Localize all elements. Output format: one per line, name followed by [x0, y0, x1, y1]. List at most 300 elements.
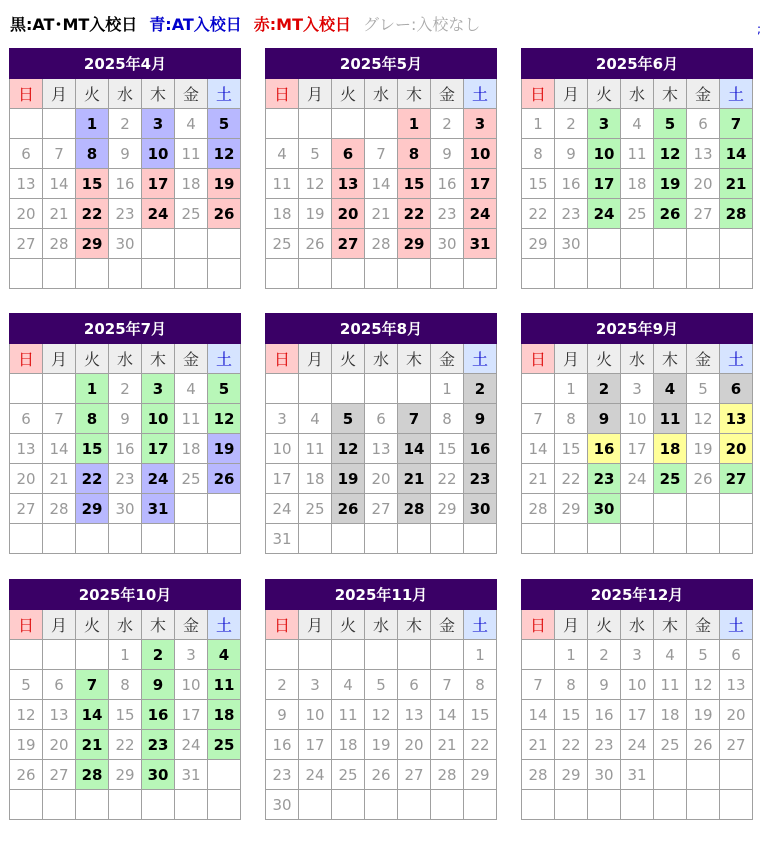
day-cell: 24	[621, 730, 654, 760]
day-cell: 3	[142, 374, 175, 404]
day-cell: 29	[555, 494, 588, 524]
day-cell: 16	[464, 434, 497, 464]
weekday-header: 金	[431, 344, 464, 374]
day-cell: 1	[109, 640, 142, 670]
day-cell: 24	[299, 760, 332, 790]
weekday-header: 日	[10, 79, 43, 109]
day-cell: 17	[266, 464, 299, 494]
day-cell: 24	[464, 199, 497, 229]
day-cell: 12	[299, 169, 332, 199]
day-cell: 28	[522, 494, 555, 524]
day-cell: 8	[431, 404, 464, 434]
weekday-header: 水	[621, 79, 654, 109]
day-cell: 6	[398, 670, 431, 700]
month-calendar	[521, 579, 753, 820]
weekday-header: 火	[332, 344, 365, 374]
day-cell: 18	[654, 700, 687, 730]
day-cell: 13	[332, 169, 365, 199]
day-cell	[654, 790, 687, 820]
day-cell	[109, 524, 142, 554]
weekday-header: 土	[720, 344, 753, 374]
day-cell: 10	[266, 434, 299, 464]
day-cell	[332, 790, 365, 820]
day-cell: 4	[332, 670, 365, 700]
day-cell	[142, 790, 175, 820]
day-cell: 30	[555, 229, 588, 259]
day-cell: 18	[621, 169, 654, 199]
weekday-header: 月	[555, 79, 588, 109]
day-cell	[208, 760, 241, 790]
edge-mark: ;	[757, 22, 762, 36]
weekday-header: 金	[175, 79, 208, 109]
day-cell: 24	[142, 199, 175, 229]
weekday-header: 日	[522, 79, 555, 109]
day-cell: 9	[109, 404, 142, 434]
day-cell: 30	[142, 760, 175, 790]
weekday-header: 土	[464, 344, 497, 374]
day-cell: 3	[464, 109, 497, 139]
weekday-header: 土	[208, 79, 241, 109]
weekday-header: 金	[431, 610, 464, 640]
weekday-header: 日	[266, 79, 299, 109]
day-cell: 12	[208, 139, 241, 169]
day-cell: 31	[621, 760, 654, 790]
weekday-header: 金	[687, 79, 720, 109]
day-cell: 13	[10, 434, 43, 464]
day-cell: 20	[687, 169, 720, 199]
day-cell: 5	[654, 109, 687, 139]
weekday-header: 日	[10, 610, 43, 640]
day-cell: 9	[555, 139, 588, 169]
day-cell	[175, 229, 208, 259]
day-cell	[76, 790, 109, 820]
day-cell: 5	[687, 374, 720, 404]
day-cell	[175, 494, 208, 524]
day-cell: 24	[266, 494, 299, 524]
weekday-header: 水	[109, 610, 142, 640]
day-cell	[43, 109, 76, 139]
day-cell: 6	[365, 404, 398, 434]
weekday-header: 土	[208, 344, 241, 374]
day-cell	[431, 259, 464, 289]
day-cell: 7	[720, 109, 753, 139]
day-cell	[687, 790, 720, 820]
day-cell: 17	[621, 434, 654, 464]
day-cell: 30	[109, 229, 142, 259]
month-title: 2025年7月	[10, 314, 241, 344]
day-cell: 15	[522, 169, 555, 199]
day-cell: 29	[76, 229, 109, 259]
day-cell: 6	[687, 109, 720, 139]
day-cell	[398, 524, 431, 554]
day-cell: 14	[398, 434, 431, 464]
day-cell: 18	[208, 700, 241, 730]
month-calendar	[521, 313, 753, 554]
day-cell: 9	[464, 404, 497, 434]
day-cell: 9	[266, 700, 299, 730]
day-cell	[332, 640, 365, 670]
day-cell: 7	[43, 404, 76, 434]
day-cell: 5	[10, 670, 43, 700]
day-cell: 25	[654, 730, 687, 760]
day-cell: 24	[142, 464, 175, 494]
day-cell: 5	[332, 404, 365, 434]
day-cell: 28	[43, 494, 76, 524]
day-cell: 11	[175, 139, 208, 169]
day-cell	[522, 640, 555, 670]
weekday-header: 木	[142, 610, 175, 640]
day-cell: 5	[365, 670, 398, 700]
day-cell	[299, 109, 332, 139]
day-cell: 22	[109, 730, 142, 760]
day-cell: 21	[43, 199, 76, 229]
day-cell: 15	[555, 434, 588, 464]
day-cell: 3	[175, 640, 208, 670]
day-cell: 21	[76, 730, 109, 760]
weekday-header: 水	[365, 344, 398, 374]
day-cell	[588, 229, 621, 259]
day-cell: 27	[720, 730, 753, 760]
day-cell	[142, 259, 175, 289]
day-cell	[720, 229, 753, 259]
month-title: 2025年9月	[522, 314, 753, 344]
day-cell: 25	[266, 229, 299, 259]
day-cell	[365, 374, 398, 404]
day-cell: 4	[266, 139, 299, 169]
day-cell: 1	[76, 374, 109, 404]
day-cell: 6	[10, 404, 43, 434]
day-cell: 8	[555, 404, 588, 434]
day-cell: 27	[398, 760, 431, 790]
weekday-header: 木	[142, 79, 175, 109]
day-cell: 12	[365, 700, 398, 730]
day-cell	[431, 524, 464, 554]
day-cell: 1	[555, 640, 588, 670]
day-cell: 28	[431, 760, 464, 790]
day-cell: 8	[76, 139, 109, 169]
weekday-header: 火	[588, 79, 621, 109]
day-cell: 18	[266, 199, 299, 229]
day-cell: 10	[142, 404, 175, 434]
legend-at: 青:AT入校日	[149, 15, 242, 34]
day-cell	[522, 259, 555, 289]
day-cell	[76, 259, 109, 289]
day-cell	[10, 524, 43, 554]
day-cell: 22	[555, 464, 588, 494]
day-cell: 12	[208, 404, 241, 434]
weekday-header: 火	[76, 344, 109, 374]
month-title: 2025年6月	[522, 49, 753, 79]
day-cell: 11	[621, 139, 654, 169]
day-cell	[76, 524, 109, 554]
day-cell	[76, 640, 109, 670]
day-cell: 31	[464, 229, 497, 259]
day-cell	[398, 374, 431, 404]
legend-none: グレー:入校なし	[363, 15, 481, 34]
day-cell	[43, 640, 76, 670]
day-cell: 4	[175, 109, 208, 139]
day-cell: 19	[687, 434, 720, 464]
day-cell: 29	[76, 494, 109, 524]
day-cell: 21	[720, 169, 753, 199]
weekday-header: 木	[654, 344, 687, 374]
day-cell	[43, 374, 76, 404]
day-cell	[555, 524, 588, 554]
day-cell: 15	[76, 169, 109, 199]
day-cell	[431, 790, 464, 820]
day-cell	[464, 259, 497, 289]
day-cell: 10	[299, 700, 332, 730]
day-cell: 13	[720, 670, 753, 700]
day-cell: 10	[588, 139, 621, 169]
month-title: 2025年12月	[522, 580, 753, 610]
weekday-header: 水	[621, 610, 654, 640]
day-cell	[266, 109, 299, 139]
day-cell: 31	[142, 494, 175, 524]
day-cell: 15	[555, 700, 588, 730]
day-cell: 20	[10, 199, 43, 229]
day-cell	[10, 259, 43, 289]
day-cell: 6	[720, 640, 753, 670]
day-cell: 14	[522, 434, 555, 464]
day-cell: 19	[208, 434, 241, 464]
day-cell	[398, 259, 431, 289]
day-cell: 19	[10, 730, 43, 760]
day-cell: 26	[687, 464, 720, 494]
day-cell	[10, 790, 43, 820]
day-cell	[299, 640, 332, 670]
day-cell	[621, 229, 654, 259]
day-cell	[654, 524, 687, 554]
day-cell: 27	[720, 464, 753, 494]
day-cell: 9	[142, 670, 175, 700]
day-cell: 13	[687, 139, 720, 169]
day-cell: 15	[109, 700, 142, 730]
day-cell: 21	[398, 464, 431, 494]
day-cell: 13	[43, 700, 76, 730]
day-cell: 2	[109, 374, 142, 404]
day-cell: 21	[522, 464, 555, 494]
day-cell: 12	[654, 139, 687, 169]
day-cell: 14	[76, 700, 109, 730]
day-cell: 11	[654, 404, 687, 434]
day-cell	[365, 109, 398, 139]
day-cell: 11	[299, 434, 332, 464]
legend	[10, 12, 492, 38]
day-cell: 5	[208, 374, 241, 404]
day-cell	[365, 640, 398, 670]
weekday-header: 月	[555, 610, 588, 640]
month-calendar	[521, 48, 753, 289]
day-cell: 10	[142, 139, 175, 169]
day-cell: 4	[299, 404, 332, 434]
day-cell: 23	[109, 199, 142, 229]
weekday-header: 水	[365, 610, 398, 640]
day-cell: 30	[588, 494, 621, 524]
day-cell	[687, 259, 720, 289]
weekday-header: 火	[76, 610, 109, 640]
weekday-header: 火	[332, 610, 365, 640]
day-cell: 12	[332, 434, 365, 464]
day-cell: 10	[464, 139, 497, 169]
weekday-header: 金	[687, 610, 720, 640]
day-cell: 26	[332, 494, 365, 524]
day-cell: 3	[142, 109, 175, 139]
day-cell: 22	[398, 199, 431, 229]
day-cell: 11	[332, 700, 365, 730]
day-cell: 19	[687, 700, 720, 730]
day-cell: 9	[431, 139, 464, 169]
weekday-header: 金	[175, 610, 208, 640]
day-cell: 9	[588, 404, 621, 434]
weekday-header: 金	[431, 79, 464, 109]
weekday-header: 火	[588, 344, 621, 374]
weekday-header: 日	[10, 344, 43, 374]
weekday-header: 月	[43, 79, 76, 109]
day-cell: 15	[464, 700, 497, 730]
day-cell	[654, 259, 687, 289]
weekday-header: 土	[208, 610, 241, 640]
day-cell	[332, 259, 365, 289]
day-cell	[621, 524, 654, 554]
day-cell: 7	[398, 404, 431, 434]
weekday-header: 土	[720, 79, 753, 109]
day-cell: 30	[431, 229, 464, 259]
day-cell: 26	[365, 760, 398, 790]
day-cell: 16	[555, 169, 588, 199]
weekday-header: 水	[109, 344, 142, 374]
day-cell: 22	[555, 730, 588, 760]
day-cell: 30	[464, 494, 497, 524]
day-cell	[365, 524, 398, 554]
weekday-header: 土	[464, 610, 497, 640]
day-cell: 17	[464, 169, 497, 199]
day-cell: 14	[43, 434, 76, 464]
legend-mt: 赤:MT入校日	[253, 15, 352, 34]
day-cell: 6	[10, 139, 43, 169]
day-cell	[175, 259, 208, 289]
day-cell: 23	[555, 199, 588, 229]
day-cell: 1	[398, 109, 431, 139]
day-cell: 6	[43, 670, 76, 700]
day-cell: 28	[365, 229, 398, 259]
day-cell: 7	[43, 139, 76, 169]
day-cell: 21	[365, 199, 398, 229]
day-cell: 20	[365, 464, 398, 494]
day-cell: 3	[588, 109, 621, 139]
day-cell: 21	[431, 730, 464, 760]
weekday-header: 金	[687, 344, 720, 374]
day-cell: 5	[687, 640, 720, 670]
weekday-header: 木	[142, 344, 175, 374]
day-cell	[720, 259, 753, 289]
day-cell	[266, 640, 299, 670]
day-cell: 16	[588, 434, 621, 464]
day-cell	[522, 524, 555, 554]
day-cell: 12	[687, 670, 720, 700]
day-cell	[621, 790, 654, 820]
day-cell: 2	[431, 109, 464, 139]
day-cell	[208, 229, 241, 259]
day-cell: 8	[109, 670, 142, 700]
day-cell: 24	[621, 464, 654, 494]
day-cell: 25	[621, 199, 654, 229]
day-cell	[142, 524, 175, 554]
day-cell: 20	[10, 464, 43, 494]
day-cell: 22	[76, 464, 109, 494]
day-cell: 15	[76, 434, 109, 464]
day-cell	[175, 524, 208, 554]
day-cell: 17	[142, 434, 175, 464]
day-cell: 10	[621, 404, 654, 434]
day-cell: 19	[299, 199, 332, 229]
day-cell: 12	[687, 404, 720, 434]
day-cell: 27	[10, 494, 43, 524]
month-title: 2025年10月	[10, 580, 241, 610]
day-cell	[464, 790, 497, 820]
day-cell	[43, 259, 76, 289]
day-cell: 2	[464, 374, 497, 404]
day-cell: 31	[175, 760, 208, 790]
legend-at-mt: 黒:AT･MT入校日	[10, 15, 138, 34]
day-cell: 13	[10, 169, 43, 199]
day-cell: 22	[431, 464, 464, 494]
day-cell: 11	[266, 169, 299, 199]
day-cell	[365, 259, 398, 289]
day-cell: 28	[398, 494, 431, 524]
day-cell: 6	[720, 374, 753, 404]
day-cell: 27	[332, 229, 365, 259]
day-cell: 7	[431, 670, 464, 700]
day-cell: 14	[720, 139, 753, 169]
day-cell: 25	[208, 730, 241, 760]
day-cell: 26	[208, 464, 241, 494]
day-cell	[208, 524, 241, 554]
day-cell: 23	[464, 464, 497, 494]
day-cell: 11	[654, 670, 687, 700]
day-cell	[142, 229, 175, 259]
day-cell: 25	[332, 760, 365, 790]
day-cell: 20	[332, 199, 365, 229]
day-cell	[208, 259, 241, 289]
month-calendar	[9, 48, 241, 289]
day-cell	[588, 524, 621, 554]
day-cell	[398, 790, 431, 820]
day-cell: 3	[266, 404, 299, 434]
day-cell: 2	[109, 109, 142, 139]
weekday-header: 火	[76, 79, 109, 109]
day-cell	[588, 790, 621, 820]
day-cell: 18	[299, 464, 332, 494]
day-cell: 12	[10, 700, 43, 730]
day-cell: 23	[109, 464, 142, 494]
day-cell	[10, 374, 43, 404]
day-cell	[109, 259, 142, 289]
day-cell	[43, 524, 76, 554]
day-cell: 9	[588, 670, 621, 700]
day-cell: 29	[464, 760, 497, 790]
day-cell: 4	[621, 109, 654, 139]
day-cell: 1	[76, 109, 109, 139]
day-cell: 25	[654, 464, 687, 494]
day-cell	[332, 374, 365, 404]
day-cell: 18	[175, 434, 208, 464]
day-cell: 27	[43, 760, 76, 790]
day-cell: 16	[109, 434, 142, 464]
day-cell: 23	[266, 760, 299, 790]
day-cell	[522, 374, 555, 404]
month-title: 2025年11月	[266, 580, 497, 610]
